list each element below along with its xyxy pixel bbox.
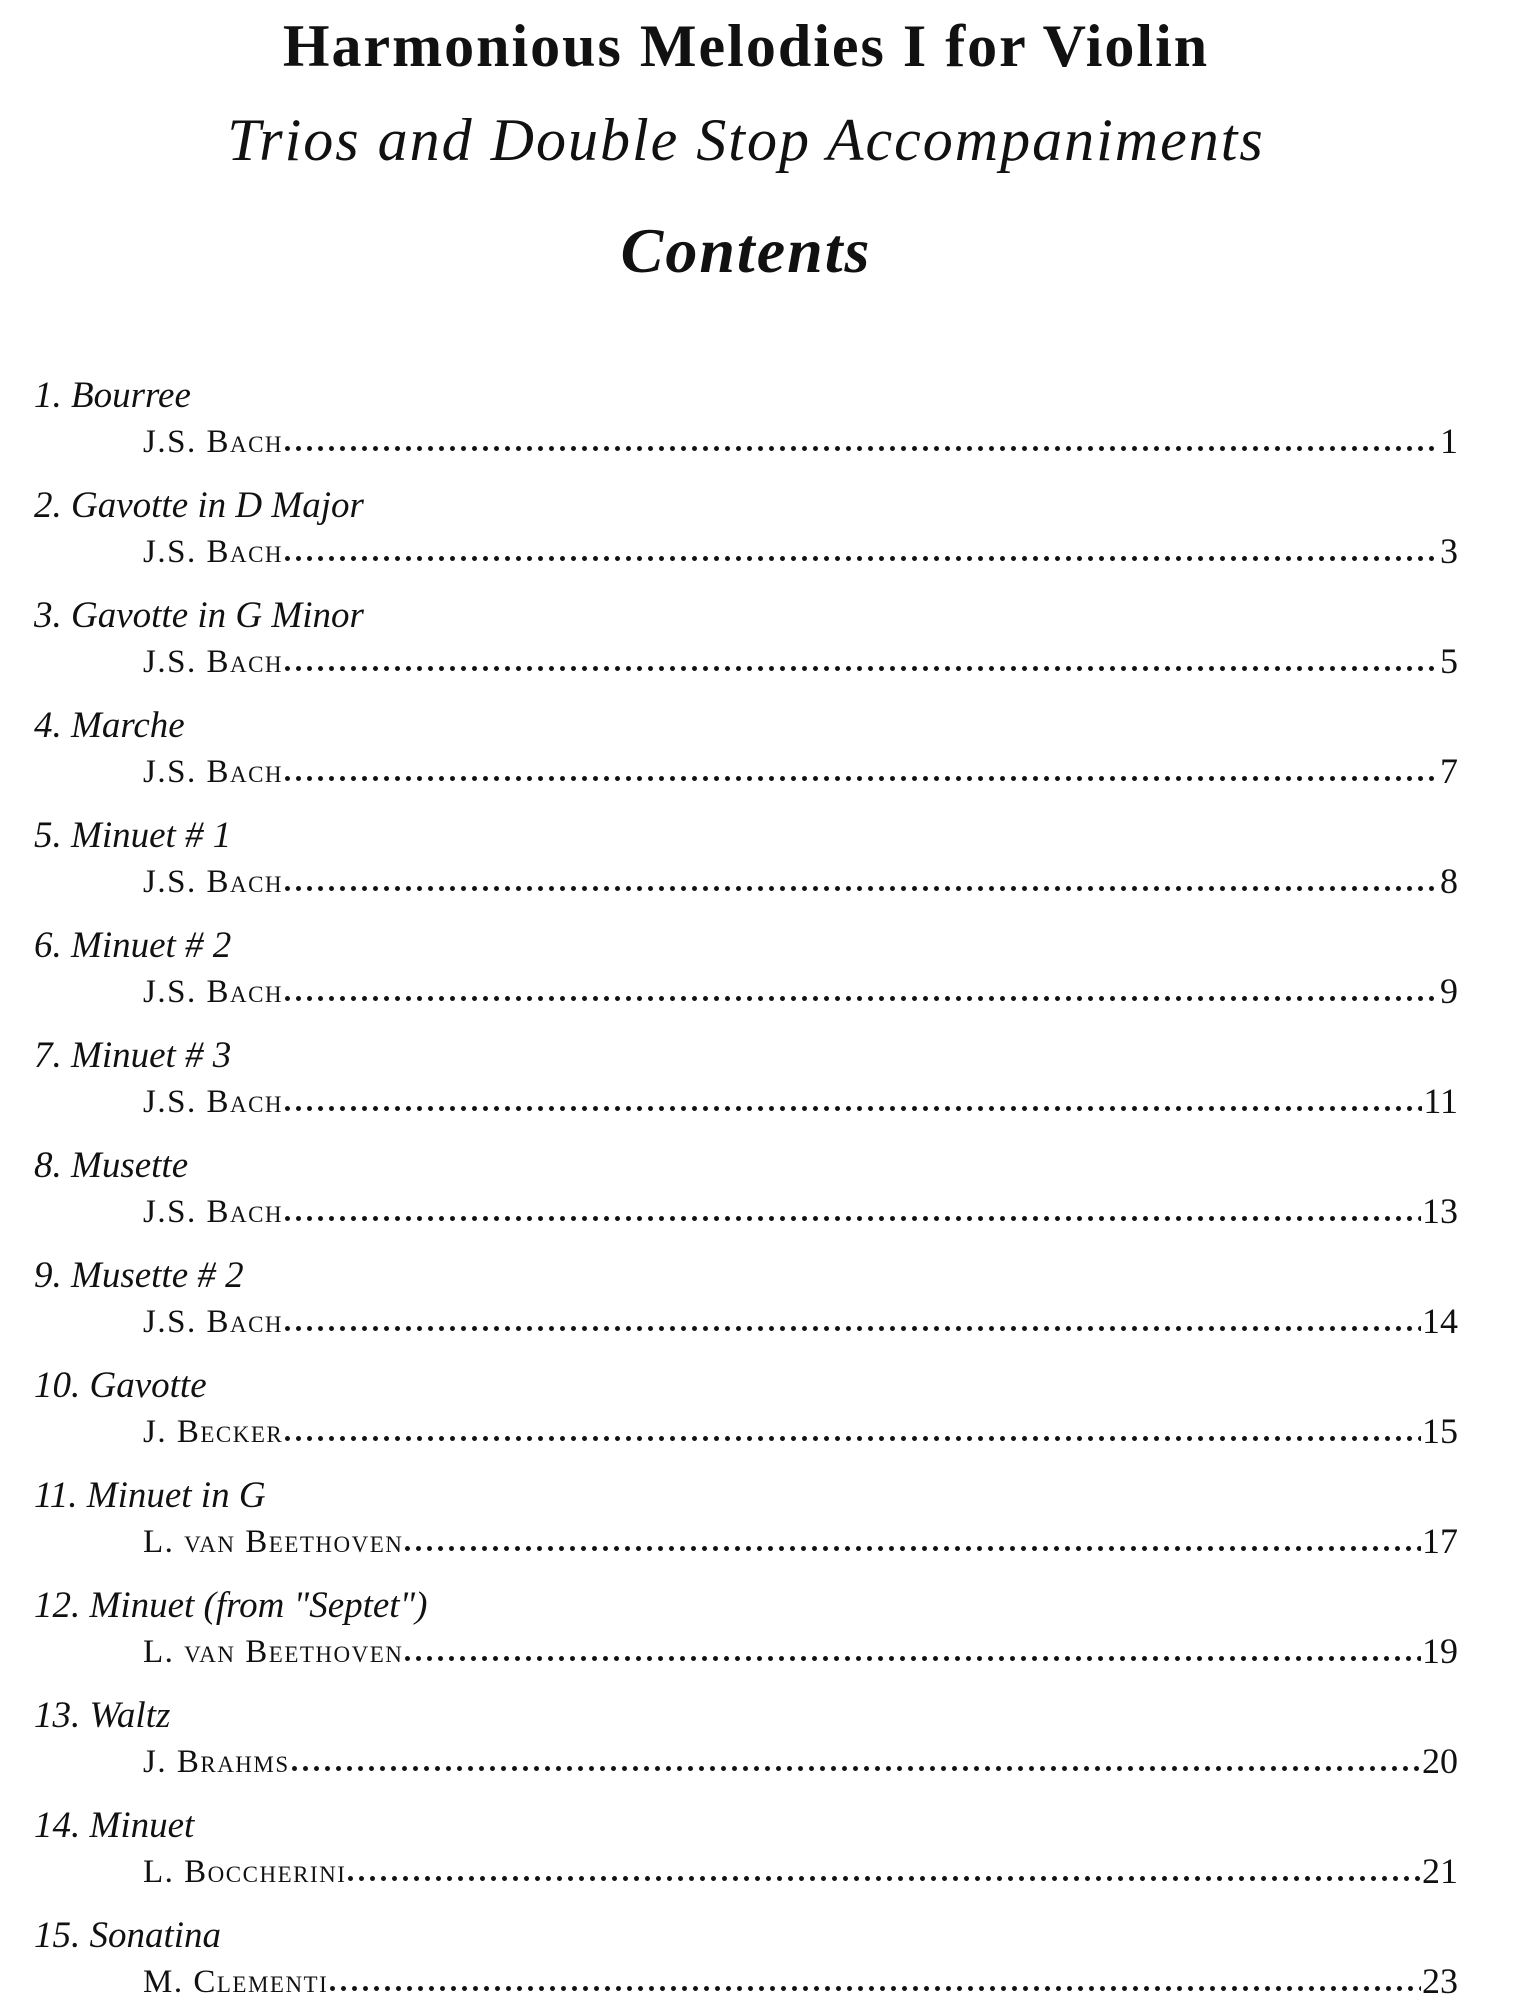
toc-entry-composer: J.S. Bach <box>143 753 284 790</box>
toc-entry-page: 5 <box>1440 640 1458 681</box>
dot-leader <box>285 446 1439 451</box>
toc-entry-composer: J.S. Bach <box>143 1083 284 1120</box>
toc-entry-title: 11. Minuet in G <box>34 1474 266 1516</box>
toc-entry-title: 12. Minuet (from "Septet") <box>34 1584 428 1626</box>
page-header <box>34 12 1458 287</box>
toc-entry-composer: L. van Beethoven <box>143 1633 404 1670</box>
book-subtitle: Trios and Double Stop Accompaniments <box>227 107 1265 173</box>
toc-entry-page: 19 <box>1422 1630 1458 1671</box>
dot-leader <box>405 1546 1421 1551</box>
dot-leader <box>285 776 1439 781</box>
toc-entry-title: 9. Musette # 2 <box>34 1254 244 1296</box>
dot-leader <box>285 996 1439 1001</box>
toc-entry-line <box>143 969 1458 1013</box>
toc-entry-page: 21 <box>1422 1850 1458 1891</box>
toc-entry <box>34 1253 1458 1363</box>
dot-leader <box>405 1656 1421 1661</box>
dot-leader <box>285 1216 1421 1221</box>
toc-entry-composer: L. van Beethoven <box>143 1523 404 1560</box>
toc-entry <box>34 593 1458 703</box>
toc-entry-line <box>143 639 1458 683</box>
toc-entry-title: 15. Sonatina <box>34 1914 222 1956</box>
toc-entry-page: 11 <box>1423 1080 1458 1121</box>
toc-entry-title: 5. Minuet # 1 <box>34 814 232 856</box>
contents-heading: Contents <box>620 215 872 287</box>
toc-entry <box>34 1473 1458 1583</box>
toc-entry <box>34 1913 1458 2000</box>
toc-entry-line <box>143 419 1458 463</box>
toc-entry-composer: M. Clementi <box>143 1963 329 2000</box>
toc-entry-page: 17 <box>1422 1520 1458 1561</box>
toc-entry-page: 15 <box>1422 1410 1458 1451</box>
toc-entry-line <box>143 1959 1458 2000</box>
dot-leader <box>285 1326 1421 1331</box>
toc-entry-line <box>143 1849 1458 1893</box>
toc-entry <box>34 1803 1458 1913</box>
toc-entry-line <box>143 1299 1458 1343</box>
toc-entry-composer: J.S. Bach <box>143 863 284 900</box>
toc-entry-composer: J. Brahms <box>143 1743 290 1780</box>
toc-entry-composer: L. Boccherini <box>143 1853 347 1890</box>
toc-entry-title: 10. Gavotte <box>34 1364 207 1406</box>
toc-entry <box>34 813 1458 923</box>
toc-entry-line <box>143 749 1458 793</box>
toc-entry-page: 13 <box>1422 1190 1458 1231</box>
toc-entry-title: 1. Bourree <box>34 374 191 416</box>
dot-leader <box>285 556 1439 561</box>
toc-entry-line <box>143 1519 1458 1563</box>
toc-entry-composer: J.S. Bach <box>143 1303 284 1340</box>
toc-entry-line <box>143 859 1458 903</box>
dot-leader <box>285 1436 1421 1441</box>
toc-entry-composer: J.S. Bach <box>143 973 284 1010</box>
toc-entry-line <box>143 1409 1458 1453</box>
dot-leader <box>285 666 1439 671</box>
toc-entry-title: 7. Minuet # 3 <box>34 1034 232 1076</box>
toc-entry-page: 8 <box>1440 860 1458 901</box>
toc-entry-page: 23 <box>1422 1960 1458 2000</box>
dot-leader <box>330 1986 1421 1991</box>
toc-entry-title: 4. Marche <box>34 704 185 746</box>
dot-leader <box>285 886 1439 891</box>
book-title: Harmonious Melodies I for Violin <box>282 13 1210 79</box>
toc-entry-page: 3 <box>1440 530 1458 571</box>
toc-entry-line <box>143 1739 1458 1783</box>
toc-entry-title: 3. Gavotte in G Minor <box>34 594 364 636</box>
toc-entry-page: 9 <box>1440 970 1458 1011</box>
toc-entry <box>34 1583 1458 1693</box>
toc-entry <box>34 1693 1458 1803</box>
toc-entry-page: 14 <box>1422 1300 1458 1341</box>
toc-entry-composer: J.S. Bach <box>143 1193 284 1230</box>
dot-leader <box>348 1876 1421 1881</box>
toc-entry <box>34 483 1458 593</box>
toc-entry-page: 7 <box>1440 750 1458 791</box>
toc-entry-composer: J.S. Bach <box>143 643 284 680</box>
toc-entry-title: 8. Musette <box>34 1144 189 1186</box>
toc-entry <box>34 1143 1458 1253</box>
dot-leader <box>292 1766 1421 1771</box>
toc-entry-composer: J.S. Bach <box>143 533 284 570</box>
toc-entry-line <box>143 1079 1458 1123</box>
toc-entry <box>34 373 1458 483</box>
toc-entry-line <box>143 1629 1458 1673</box>
toc-entry-title: 6. Minuet # 2 <box>34 924 232 966</box>
toc-list <box>34 373 1458 2000</box>
toc-entry-title: 2. Gavotte in D Major <box>34 484 364 526</box>
toc-entry-composer: J. Becker <box>143 1413 284 1450</box>
toc-entry-title: 13. Waltz <box>34 1694 171 1736</box>
toc-entry-page: 20 <box>1422 1740 1458 1781</box>
dot-leader <box>285 1106 1422 1111</box>
toc-entry <box>34 923 1458 1033</box>
toc-entry-line <box>143 1189 1458 1233</box>
toc-entry-line <box>143 529 1458 573</box>
toc-entry <box>34 1363 1458 1473</box>
toc-entry <box>34 703 1458 813</box>
toc-entry-page: 1 <box>1440 420 1458 461</box>
toc-entry <box>34 1033 1458 1143</box>
toc-entry-composer: J.S. Bach <box>143 423 284 460</box>
toc-entry-title: 14. Minuet <box>34 1804 195 1846</box>
